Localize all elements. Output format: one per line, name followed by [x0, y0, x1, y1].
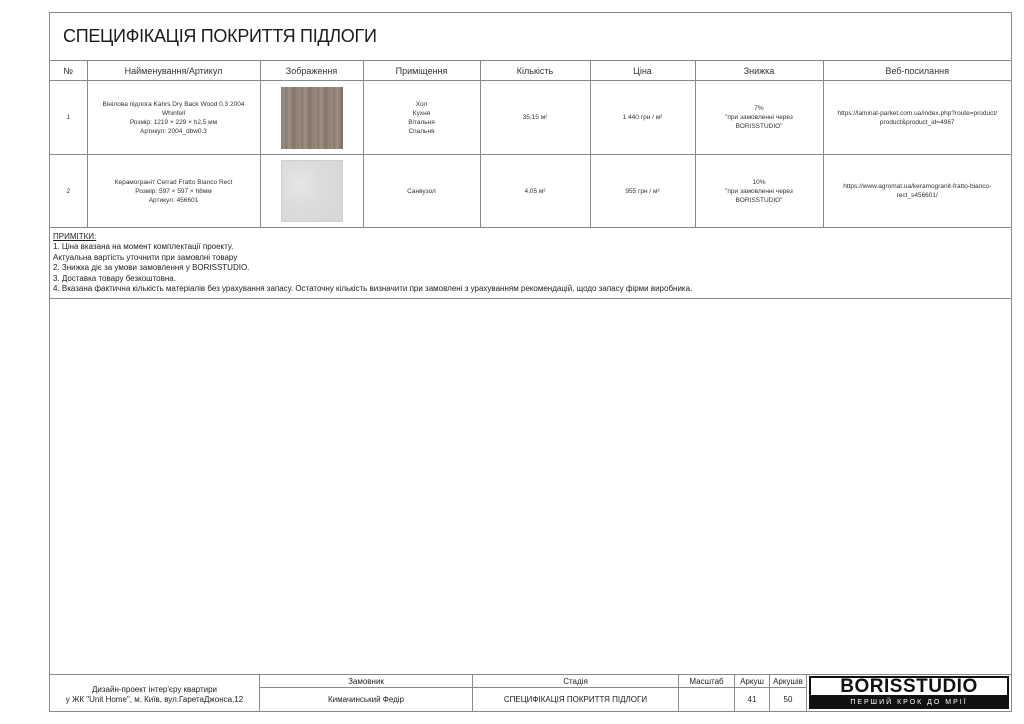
quantity: 4,05 м² — [480, 155, 590, 228]
page-title: СПЕЦИФІКАЦІЯ ПОКРИТТЯ ПІДЛОГИ — [63, 26, 377, 46]
product-name: Вінілова підлога Kahrs Dry Back Wood 0.3 2004 Whinfell Розмір: 1219 × 229 × h2,5 мм Артикул: 2004_dbw0.3 — [87, 81, 260, 155]
quantity: 35,15 м² — [480, 81, 590, 155]
specification-table — [50, 61, 1011, 228]
col-header-room: Приміщення — [363, 61, 480, 81]
sheets-total-value: 50 — [770, 688, 807, 711]
table-header-row — [50, 61, 1011, 81]
price: 955 грн / м² — [590, 155, 695, 228]
col-header-quantity: Кількість — [480, 61, 590, 81]
web-link[interactable]: https://www.agromat.ua/keramogranit-fratto-bianco- rect_s456601/ — [823, 155, 1011, 228]
stage-value: СПЕЦИФІКАЦІЯ ПОКРИТТЯ ПІДЛОГИ — [473, 688, 679, 711]
note-line: 2. Знижка діє за умови замовлення у BORISSTUDIO. — [53, 263, 250, 273]
discount: 7% "при замовленні через BORISSTUDIO" — [695, 81, 823, 155]
wood-texture-swatch — [281, 87, 343, 149]
client-value: Кимачинський Федір — [260, 688, 473, 711]
logo-wordmark: BORISSTUDIO — [809, 676, 1009, 697]
web-link[interactable]: https://laminat-parket.com.ua/index.php?route=product/ product&product_id=4967 — [823, 81, 1011, 155]
row-number: 1 — [50, 81, 87, 155]
note-line: 4. Вказана фактична кількість матеріалів без урахування запасу. Остаточну кількість визначити при замовлені з урахуванням рекомендацій, щодо запасу фірми виробника. — [53, 284, 693, 294]
product-image-cell — [260, 155, 363, 228]
project-description: Дизайн-проект інтер'єру квартири у ЖК "Unit Home", м. Київ, вул.ГаретаДжонса,12 — [50, 675, 260, 711]
company-logo — [807, 675, 1011, 711]
product-name: Керамограніт Cerrad Fratto Bianco Rect Розмір: 597 × 597 × h8мм Артикул: 456601 — [87, 155, 260, 228]
notes-heading: ПРИМІТКИ: — [53, 232, 97, 241]
row-number: 2 — [50, 155, 87, 228]
col-header-link: Веб-посилання — [823, 61, 1011, 81]
title-stamp — [50, 674, 1011, 711]
scale-value — [679, 688, 735, 711]
sheet-label: Аркуш — [735, 675, 770, 688]
table-row — [50, 155, 1011, 228]
col-header-price: Ціна — [590, 61, 695, 81]
note-line: Актуальна вартість уточнити при замовлні товару — [53, 252, 238, 262]
rooms: Хол Кухня Вітальня Спальня — [363, 81, 480, 155]
discount: 10% "при замовленні через BORISSTUDIO" — [695, 155, 823, 228]
drawing-sheet — [49, 12, 1012, 712]
note-line: 3. Доставка товару безкоштовна. — [53, 273, 176, 283]
col-header-image: Зображення — [260, 61, 363, 81]
col-header-name: Найменування/Артикул — [87, 61, 260, 81]
stage-label: Стадія — [473, 675, 679, 688]
col-header-number: № — [50, 61, 87, 81]
sheets-total-label: Аркушів — [770, 675, 807, 688]
rooms: Санвузол — [363, 155, 480, 228]
client-label: Замовник — [260, 675, 473, 688]
stone-tile-swatch — [281, 160, 343, 222]
scale-label: Масштаб — [679, 675, 735, 688]
product-image-cell — [260, 81, 363, 155]
price: 1 440 грн / м² — [590, 81, 695, 155]
sheet-value: 41 — [735, 688, 770, 711]
table-row — [50, 81, 1011, 155]
logo-tagline: ПЕРШИЙ КРОК ДО МРІЇ — [809, 697, 1009, 709]
note-line: 1. Ціна вказана на момент комплектації проекту. — [53, 242, 234, 252]
col-header-discount: Знижка — [695, 61, 823, 81]
notes-section — [50, 230, 1011, 299]
title-block — [50, 13, 1011, 61]
